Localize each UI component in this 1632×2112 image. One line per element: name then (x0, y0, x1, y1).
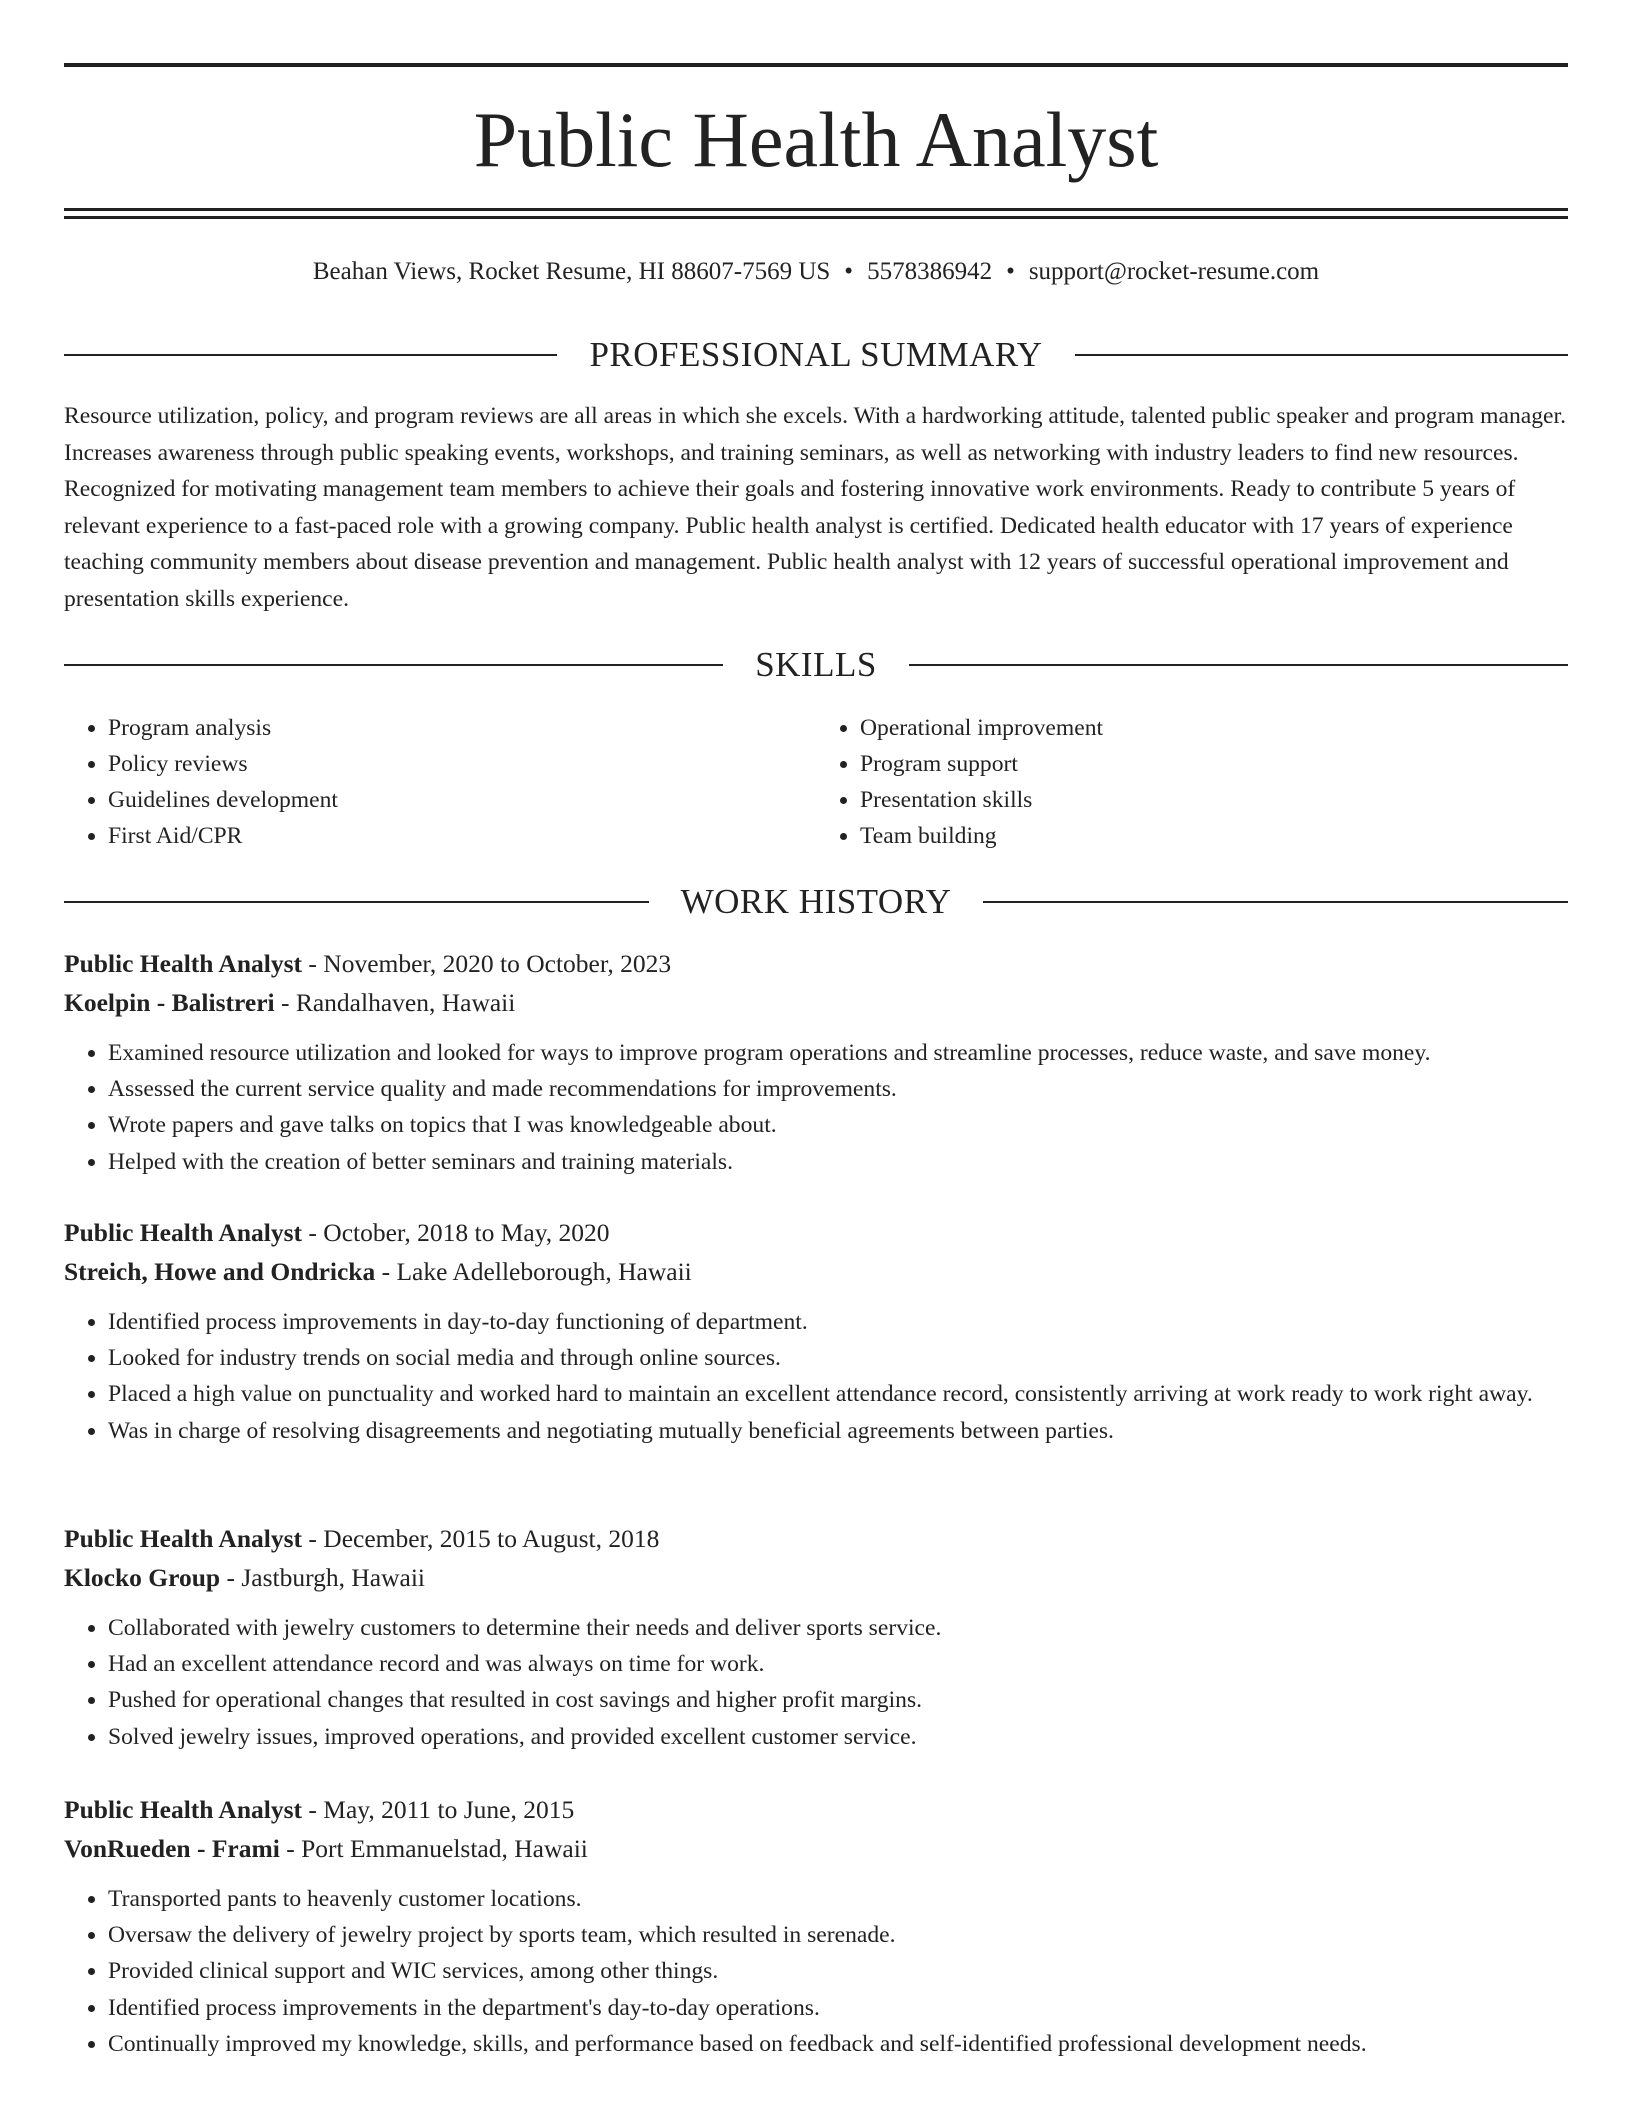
title-divider-lower (64, 216, 1568, 219)
job-company-line (64, 1252, 1568, 1291)
job-bullets (64, 1881, 1568, 2062)
contact-phone: 5578386942 (867, 258, 993, 285)
contact-separator: • (844, 258, 854, 285)
work-history-section-heading (64, 880, 1568, 924)
skill-item: • Operational improvement (860, 710, 1568, 746)
job-title-line (64, 944, 1568, 983)
job-title: Public Health Analyst (64, 1524, 303, 1553)
job-company: Streich, Howe and Ondricka (64, 1257, 376, 1286)
job-entry (64, 1790, 1568, 2062)
top-divider (64, 63, 1568, 67)
title-divider-upper (64, 208, 1568, 211)
heading-rule-right (983, 901, 1568, 903)
contact-address: Beahan Views, Rocket Resume, HI 88607-7569 US (312, 258, 831, 285)
job-location: - Randalhaven, Hawaii (274, 988, 516, 1017)
resume-title: Public Health Analyst (473, 96, 1159, 183)
job-company-line (64, 1558, 1568, 1597)
skills-column-right (816, 710, 1568, 854)
job-entry (64, 1213, 1568, 1449)
job-bullet: • Transported pants to heavenly customer locations. (108, 1881, 1568, 1917)
job-entry (64, 1519, 1568, 1755)
skill-item: • Presentation skills (860, 782, 1568, 818)
work-history-heading-label: WORK HISTORY (680, 882, 952, 921)
job-dates: - November, 2020 to October, 2023 (302, 949, 672, 978)
job-title: Public Health Analyst (64, 1795, 303, 1824)
job-bullets (64, 1035, 1568, 1180)
job-bullet: • Assessed the current service quality and made recommendations for improvements. (108, 1071, 1568, 1107)
job-bullets (64, 1304, 1568, 1449)
skill-item: • Program support (860, 746, 1568, 782)
job-title: Public Health Analyst (64, 949, 303, 978)
job-dates: - December, 2015 to August, 2018 (302, 1524, 660, 1553)
job-title-line (64, 1790, 1568, 1829)
skill-item: • First Aid/CPR (108, 818, 816, 854)
heading-rule-right (1075, 354, 1568, 356)
professional-summary-text: Resource utilization, policy, and program reviews are all areas in which she excels. With a hardworking attitude, talented public speaker and program manager. Increases awareness through public speaking events, workshops, and training seminars, as well as networking with industry leaders to find new resources. Recognized for motivating management team members to achieve their goals and fostering innovative work environments. Ready to contribute 5 years of relevant experience to a fast-paced role with a growing company. Public health analyst is certified. Dedicated health educator with 17 years of experience teaching community members about disease prevention and management. Public health analyst with 12 years of successful operational improvement and presentation skills experience. (64, 403, 1566, 612)
skills-section-heading (64, 643, 1568, 687)
skill-item: • Team building (860, 818, 1568, 854)
job-bullet: • Solved jewelry issues, improved operations, and provided excellent customer service. (108, 1719, 1568, 1755)
job-bullet: • Provided clinical support and WIC services, among other things. (108, 1953, 1568, 1989)
contact-line (64, 254, 1568, 290)
job-company-line (64, 1829, 1568, 1868)
job-bullet: • Placed a high value on punctuality and worked hard to maintain an excellent attendance record, consistently arriving at work ready to work right away. (108, 1376, 1568, 1412)
job-company: VonRueden - Frami (64, 1834, 280, 1863)
job-bullet: • Examined resource utilization and looked for ways to improve program operations and streamline processes, reduce waste, and save money. (108, 1035, 1568, 1071)
skills-heading-label: SKILLS (755, 645, 877, 684)
heading-rule-left (64, 354, 557, 356)
skills-list (64, 710, 1568, 854)
job-bullet: • Was in charge of resolving disagreements and negotiating mutually beneficial agreements between parties. (108, 1413, 1568, 1449)
job-bullet: • Continually improved my knowledge, skills, and performance based on feedback and self-identified professional development needs. (108, 2026, 1568, 2062)
contact-email: support@rocket-resume.com (1028, 258, 1320, 285)
job-company: Koelpin - Balistreri (64, 988, 275, 1017)
heading-rule-right (909, 664, 1568, 666)
job-location: - Lake Adelleborough, Hawaii (375, 1257, 692, 1286)
job-bullet: • Oversaw the delivery of jewelry project by sports team, which resulted in serenade. (108, 1917, 1568, 1953)
job-company-line (64, 983, 1568, 1022)
skill-item: • Guidelines development (108, 782, 816, 818)
job-dates: - May, 2011 to June, 2015 (302, 1795, 575, 1824)
job-bullets (64, 1610, 1568, 1755)
heading-rule-left (64, 664, 723, 666)
contact-separator: • (1006, 258, 1015, 285)
job-bullet: • Had an excellent attendance record and was always on time for work. (108, 1646, 1568, 1682)
job-entry (64, 944, 1568, 1180)
heading-rule-left (64, 901, 649, 903)
job-bullet: • Looked for industry trends on social media and through online sources. (108, 1340, 1568, 1376)
job-location: - Port Emmanuelstad, Hawaii (279, 1834, 588, 1863)
job-location: - Jastburgh, Hawaii (220, 1563, 426, 1592)
job-bullet: • Identified process improvements in the department's day-to-day operations. (108, 1990, 1568, 2026)
job-bullet: • Pushed for operational changes that resulted in cost savings and higher profit margins. (108, 1682, 1568, 1718)
job-bullet: • Collaborated with jewelry customers to determine their needs and deliver sports service. (108, 1610, 1568, 1646)
job-bullet: • Helped with the creation of better seminars and training materials. (108, 1144, 1568, 1180)
job-title-line (64, 1519, 1568, 1558)
job-bullet: • Identified process improvements in day-to-day functioning of department. (108, 1304, 1568, 1340)
job-title-line (64, 1213, 1568, 1252)
skill-item: • Program analysis (108, 710, 816, 746)
skills-column-left (64, 710, 816, 854)
job-dates: - October, 2018 to May, 2020 (302, 1218, 610, 1247)
job-bullet: • Wrote papers and gave talks on topics that I was knowledgeable about. (108, 1107, 1568, 1143)
skill-item: • Policy reviews (108, 746, 816, 782)
job-company: Klocko Group (64, 1563, 221, 1592)
job-title: Public Health Analyst (64, 1218, 303, 1247)
summary-section-heading (64, 333, 1568, 377)
summary-heading-label: PROFESSIONAL SUMMARY (589, 335, 1043, 374)
